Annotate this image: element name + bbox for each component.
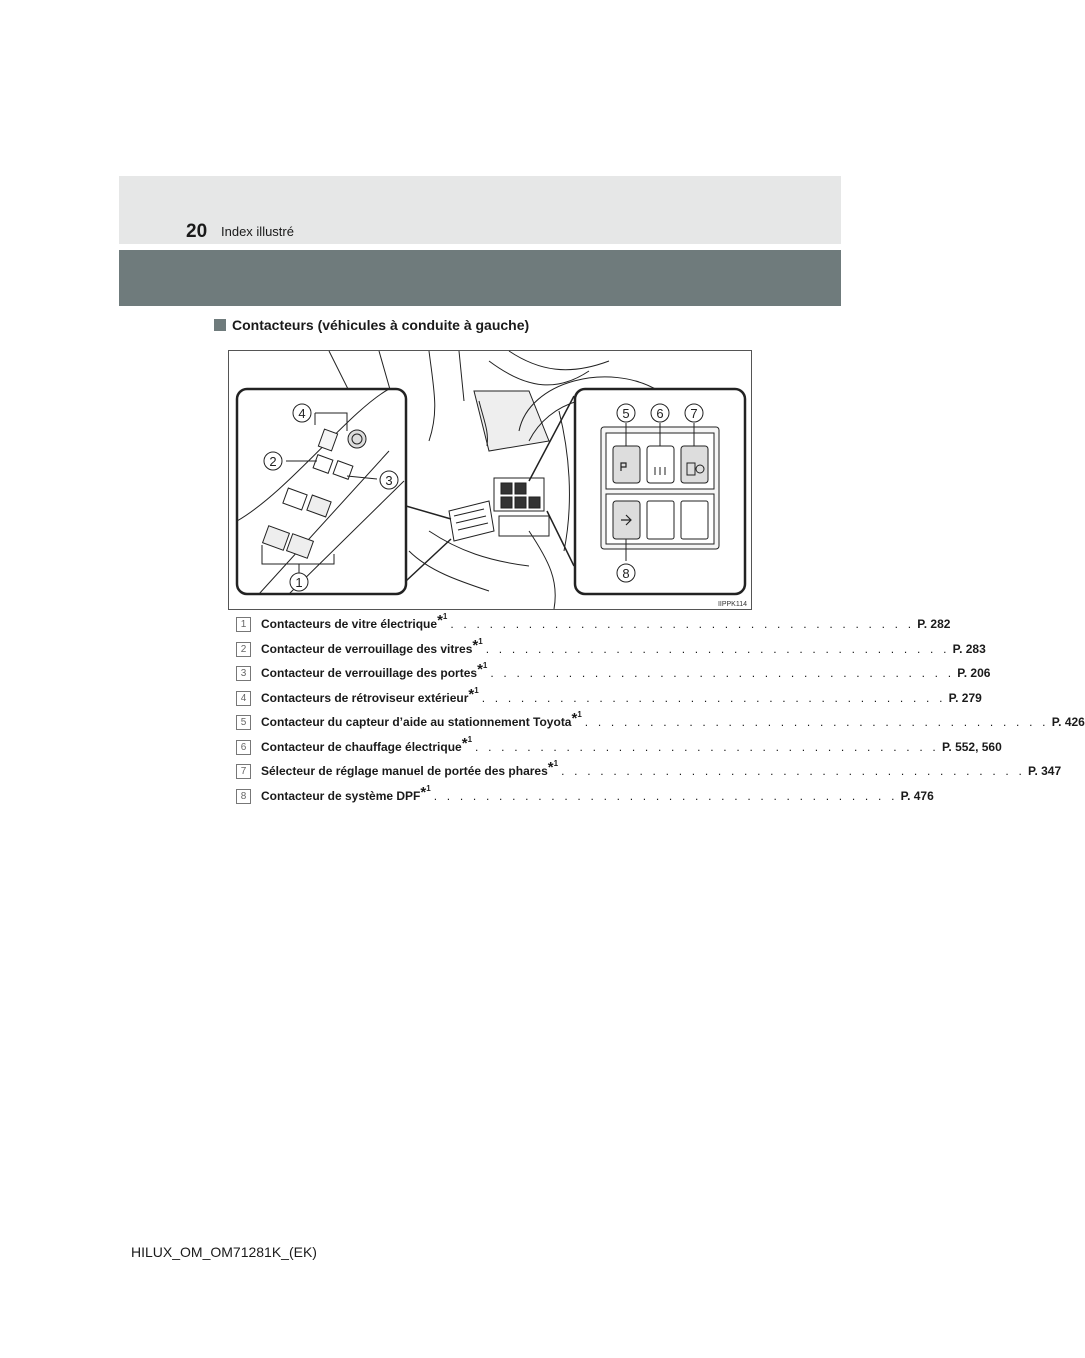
svg-text:3: 3 bbox=[385, 473, 393, 488]
item-number: 1 bbox=[236, 617, 251, 632]
square-bullet-icon bbox=[214, 319, 226, 331]
page-ref: P. 283 bbox=[952, 641, 986, 656]
footnote-marker: *$^1$ bbox=[477, 661, 488, 678]
section-title: Index illustré bbox=[221, 224, 294, 239]
figure-code: IIPPK114 bbox=[717, 601, 747, 608]
page-number: 20 bbox=[186, 221, 208, 242]
list-item bbox=[236, 783, 934, 814]
list-item bbox=[236, 759, 1062, 789]
svg-text:1: 1 bbox=[295, 575, 303, 590]
page-ref: P. 282 bbox=[917, 617, 951, 631]
item-label: Contacteurs de vitre électrique bbox=[261, 617, 438, 631]
switches-illustration bbox=[228, 350, 752, 610]
subheading-text: Contacteurs (véhicules à conduite à gauche) bbox=[232, 317, 530, 333]
svg-text:7: 7 bbox=[690, 406, 698, 421]
leader-dots: . . . . . . . . . . . . . . . . . . . . . . . . . . . . . . . . . . . . bbox=[561, 764, 1025, 778]
list-item bbox=[236, 685, 982, 716]
item-number: 5 bbox=[236, 715, 251, 730]
item-label: Sélecteur de réglage manuel de portée des phares bbox=[261, 764, 548, 778]
item-number: 2 bbox=[236, 642, 251, 657]
page-ref: P. 476 bbox=[900, 788, 934, 803]
svg-text:4: 4 bbox=[298, 406, 306, 421]
page-ref: P. 347 bbox=[1028, 764, 1062, 778]
footnote-marker: *$^1$ bbox=[437, 612, 448, 629]
leader-dots: . . . . . . . . . . . . . . . . . . . . . . . . . . . . . . . . . . . . bbox=[490, 666, 955, 680]
footnote-marker: *$^1$ bbox=[472, 636, 483, 654]
svg-text:2: 2 bbox=[269, 454, 277, 469]
item-number: 7 bbox=[236, 764, 251, 779]
list-item bbox=[236, 661, 991, 691]
leader-dots: . . . . . . . . . . . . . . . . . . . . . . . . . . . . . . . . . . . . bbox=[485, 641, 950, 656]
item-number: 6 bbox=[236, 740, 251, 755]
list-item bbox=[236, 734, 1002, 765]
item-label: Contacteur du capteur d’aide au stationnement Toyota bbox=[261, 715, 572, 729]
footnote-marker: *$^1$ bbox=[461, 734, 473, 752]
footnote-marker: *$^1$ bbox=[547, 759, 559, 776]
leader-dots: . . . . . . . . . . . . . . . . . . . . . . . . . . . . . . . . . . . . bbox=[584, 715, 1049, 729]
leader-dots: . . . . . . . . . . . . . . . . . . . . . . . . . . . . . . . . . . . . bbox=[433, 788, 898, 803]
item-number: 3 bbox=[236, 666, 251, 681]
svg-text:5: 5 bbox=[622, 406, 630, 421]
footnote-marker: *$^1$ bbox=[420, 783, 431, 801]
page-ref: P. 426 bbox=[1051, 715, 1085, 729]
list-item bbox=[236, 710, 1085, 740]
footnote-marker: *$^1$ bbox=[571, 710, 582, 727]
footnote-marker: *$^1$ bbox=[468, 685, 479, 703]
illustration-drawing bbox=[229, 351, 751, 609]
document-footer: HILUX_OM_OM71281K_(EK) bbox=[131, 1244, 317, 1260]
svg-text:8: 8 bbox=[622, 566, 630, 581]
switch-list bbox=[236, 612, 1085, 813]
item-label: Contacteur de système DPF bbox=[261, 788, 421, 803]
header-dark-band bbox=[119, 250, 841, 306]
item-label: Contacteur de chauffage électrique bbox=[261, 739, 462, 754]
leader-dots: . . . . . . . . . . . . . . . . . . . . . . . . . . . . . . . . . . . . bbox=[481, 690, 946, 705]
leader-dots: . . . . . . . . . . . . . . . . . . . . . . . . . . . . . . . . . . . . bbox=[450, 617, 915, 631]
item-number: 4 bbox=[236, 691, 251, 706]
item-label: Contacteur de verrouillage des portes bbox=[261, 666, 478, 680]
svg-text:6: 6 bbox=[656, 406, 664, 421]
page-ref: P. 552, 560 bbox=[941, 739, 1002, 754]
item-number: 8 bbox=[236, 789, 251, 804]
item-label: Contacteur de verrouillage des vitres bbox=[261, 641, 473, 656]
subheading bbox=[214, 317, 529, 333]
page-ref: P. 279 bbox=[948, 690, 982, 705]
item-label: Contacteurs de rétroviseur extérieur bbox=[261, 690, 469, 705]
leader-dots: . . . . . . . . . . . . . . . . . . . . . . . . . . . . . . . . . . . . bbox=[475, 739, 939, 754]
page-ref: P. 206 bbox=[957, 666, 991, 680]
